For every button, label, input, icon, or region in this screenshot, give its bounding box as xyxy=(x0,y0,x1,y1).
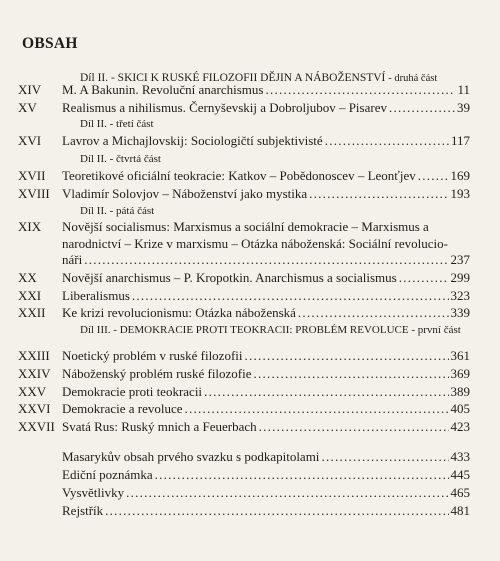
dot-leader xyxy=(84,251,448,268)
dot-leader xyxy=(298,304,449,321)
chapter-number: XXIII xyxy=(18,348,50,363)
toc-entry xyxy=(0,304,500,321)
chapter-number: XXV xyxy=(18,384,47,399)
entry-line xyxy=(62,287,470,304)
chapter-title: M. A Bakunin. Revoluční anarchismus xyxy=(62,82,264,97)
dot-leader xyxy=(105,502,448,519)
chapter-number: XXI xyxy=(18,288,42,303)
part-heading-label: Díl II. - SKICI K RUSKÉ FILOZOFII DĚJIN A NÁBOŽENSTVÍ xyxy=(80,72,386,84)
page-number: 481 xyxy=(450,503,470,518)
toc-entry xyxy=(0,400,500,417)
part-subheading-text: Díl II. - čtvrtá část xyxy=(80,153,161,165)
entry-line xyxy=(62,448,470,465)
chapter-title: Liberalismus xyxy=(62,288,130,303)
toc-entry xyxy=(0,287,500,304)
dot-leader xyxy=(321,448,448,465)
dot-leader xyxy=(399,269,449,286)
chapter-title: Demokracie a revoluce xyxy=(62,401,183,416)
part-subheading-text: Díl III. - DEMOKRACIE PROTI TEOKRACII: PROBLÉM REVOLUCE - první část xyxy=(80,324,461,336)
chapter-number: XVI xyxy=(18,133,42,148)
part-subheading xyxy=(0,322,500,339)
page-number: 299 xyxy=(450,270,470,285)
toc-entry xyxy=(0,81,500,98)
chapter-number: XXIV xyxy=(18,366,51,381)
page-number: 237 xyxy=(450,252,470,267)
chapter-number: XVIII xyxy=(18,186,50,201)
dot-leader xyxy=(155,466,449,483)
entry-line xyxy=(62,502,470,519)
entry-line xyxy=(62,167,470,184)
entry-line xyxy=(62,400,470,417)
chapter-title: Noetický problém v ruské filozofii xyxy=(62,348,243,363)
page-number: 11 xyxy=(457,82,470,97)
chapter-number: XV xyxy=(18,100,37,115)
part-subheading xyxy=(0,116,500,133)
entry-line xyxy=(62,484,470,501)
page-number: 389 xyxy=(450,384,470,399)
chapter-title: Rejstřík xyxy=(62,503,104,518)
entry-line xyxy=(62,185,470,202)
toc-entry-continuation xyxy=(0,235,500,252)
entry-line xyxy=(62,365,470,382)
dot-leader xyxy=(325,132,449,149)
toc-entry-continuation xyxy=(0,484,500,501)
chapter-title: Lavrov a Michajlovskij: Sociologičtí subjektivisté xyxy=(62,133,323,148)
dot-leader xyxy=(185,400,449,417)
page-number: 193 xyxy=(450,186,470,201)
page-number: 445 xyxy=(450,467,470,482)
toc-entry-continuation xyxy=(0,502,500,519)
page-number: 423 xyxy=(450,419,470,434)
entry-line xyxy=(62,218,470,235)
toc-entry xyxy=(0,218,500,235)
part-subheading-text: Díl II. - třetí část xyxy=(80,118,154,130)
chapter-title: Demokracie proti teokracii xyxy=(62,384,203,399)
page-number: 369 xyxy=(450,366,470,381)
entry-line xyxy=(62,99,470,116)
page-number: 465 xyxy=(450,485,470,500)
dot-leader xyxy=(309,185,448,202)
page-number: 433 xyxy=(450,449,470,464)
chapter-title: Teoretikové oficiální teokracie: Katkov – Pobědonoscev – Leonťjev xyxy=(62,168,416,183)
chapter-title: Realismus a nihilismus. Černyševskij a Dobroljubov – Pisarev xyxy=(62,100,387,115)
dot-leader xyxy=(126,484,448,501)
chapter-number: XX xyxy=(18,270,37,285)
chapter-title: Ke krizi revolucionismu: Otázka náboženská xyxy=(62,305,296,320)
entry-line xyxy=(62,81,470,98)
toc-entry xyxy=(0,383,500,400)
toc-entry xyxy=(0,185,500,202)
chapter-title: Novější anarchismus – P. Kropotkin. Anarchismus a socialismus xyxy=(62,270,397,285)
dot-leader xyxy=(265,81,455,98)
dot-leader xyxy=(132,287,449,304)
entry-line xyxy=(62,418,470,435)
part-subheading-text: Díl II. - pátá část xyxy=(80,205,155,217)
page-number: 405 xyxy=(450,401,470,416)
entry-line xyxy=(62,304,470,321)
toc-entry xyxy=(0,347,500,364)
chapter-number: XXVII xyxy=(18,419,55,434)
dot-leader xyxy=(259,418,449,435)
entry-line xyxy=(62,251,470,268)
toc-entry xyxy=(0,167,500,184)
dot-leader xyxy=(204,383,448,400)
page-number: 169 xyxy=(450,168,470,183)
toc-entry-continuation xyxy=(0,448,500,465)
entry-line xyxy=(62,269,470,286)
entry-line xyxy=(62,383,470,400)
chapter-title: Novější socialismus: Marxismus a sociální demokracie – Marxismus a xyxy=(62,219,429,234)
chapter-title: Masarykův obsah prvého svazku s podkapitolami xyxy=(62,449,320,464)
toc-entry xyxy=(0,365,500,382)
chapter-title: Ediční poznámka xyxy=(62,467,153,482)
entry-line xyxy=(62,132,470,149)
page-number: 339 xyxy=(450,305,470,320)
toc-entry-continuation xyxy=(0,466,500,483)
part-heading-suffix: - druhá část xyxy=(388,73,438,84)
toc-entry xyxy=(0,418,500,435)
page-number: 361 xyxy=(450,348,470,363)
chapter-number: XVII xyxy=(18,168,46,183)
toc-entry-continuation xyxy=(0,251,500,268)
chapter-number: XXII xyxy=(18,305,46,320)
entry-line xyxy=(62,347,470,364)
chapter-title: Svatá Rus: Ruský mnich a Feuerbach xyxy=(62,419,257,434)
entry-line xyxy=(62,235,470,252)
toc-entry xyxy=(0,99,500,116)
dot-leader xyxy=(389,99,455,116)
dot-leader xyxy=(418,167,449,184)
chapter-number: XXVI xyxy=(18,401,51,416)
entry-line xyxy=(62,466,470,483)
page-number: 117 xyxy=(450,133,470,148)
toc-entry xyxy=(0,269,500,286)
dot-leader xyxy=(245,347,449,364)
chapter-title: narodnictví – Krize v marxismu – Otázka náboženská: Sociální revolucio- xyxy=(62,236,448,251)
dot-leader xyxy=(254,365,449,382)
toc-entry xyxy=(0,132,500,149)
chapter-title: Vladimír Solovjov – Náboženství jako mystika xyxy=(62,186,308,201)
chapter-title: Náboženský problém ruské filozofie xyxy=(62,366,252,381)
page-number: 39 xyxy=(457,100,470,115)
toc-title: OBSAH xyxy=(22,35,78,52)
chapter-title: náři xyxy=(62,252,83,267)
chapter-title: Vysvětlivky xyxy=(62,485,125,500)
page-number: 323 xyxy=(450,288,470,303)
part-subheading xyxy=(0,151,500,168)
chapter-number: XIV xyxy=(18,82,42,97)
chapter-number: XIX xyxy=(18,219,42,234)
